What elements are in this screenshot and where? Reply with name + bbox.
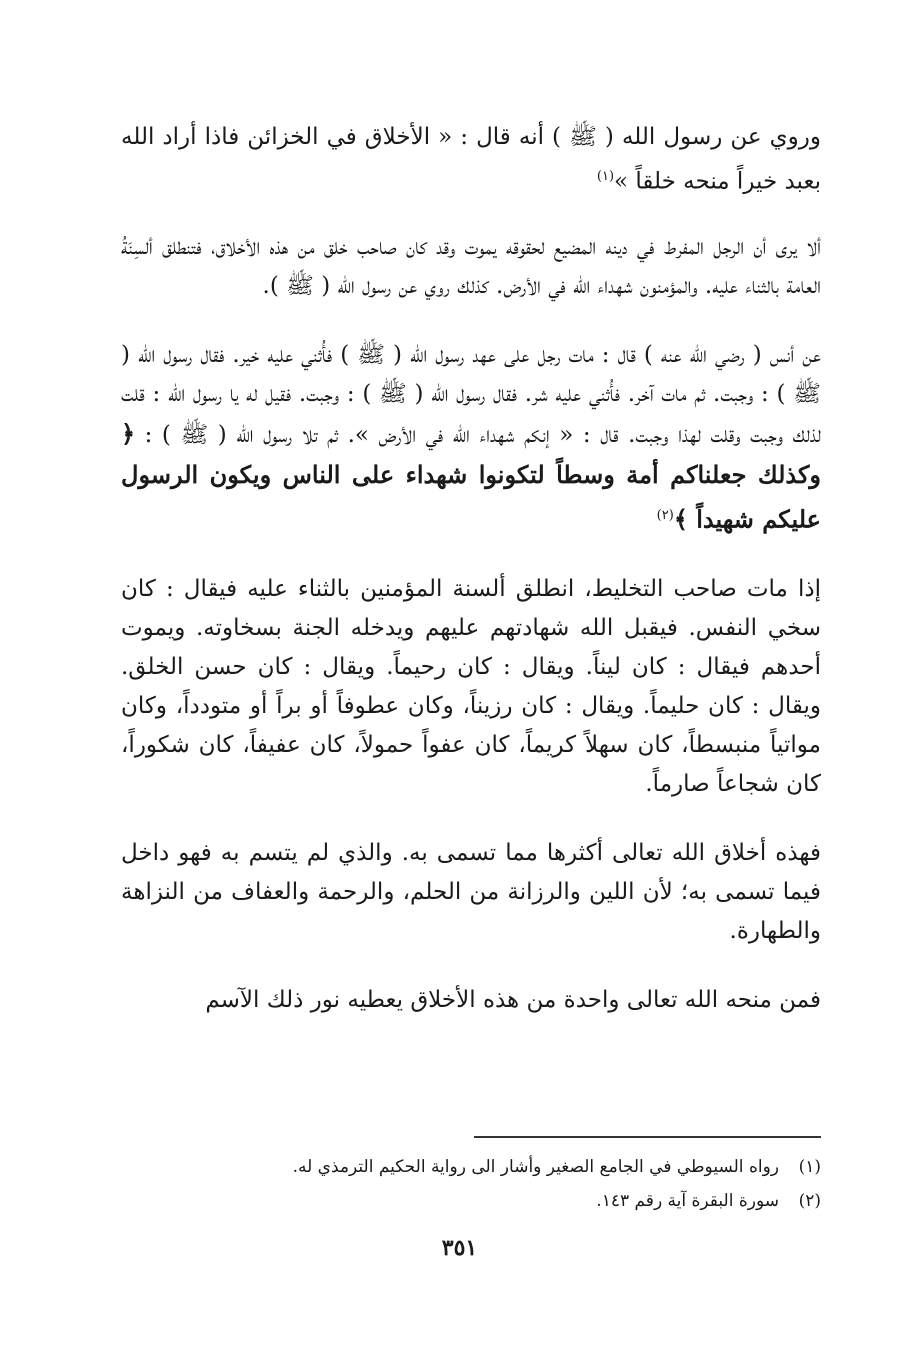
main-text: [121, 118, 821, 1046]
paragraph-2: ألا يرى أن الرجل المفرط في دينه المضيع لحقوقه يموت وقد كان صاحب خلق من هذه الأخلاق، فتنطلق ألسِنَةُ العامة بالثناء عليه. والمؤمنون شهداء الله في الأرض. كذلك روي عن رسول الله ( ﷺ ).: [121, 233, 821, 299]
footnote-2: [101, 1184, 821, 1218]
paragraph-3-text: عن أنس ( رضي الله عنه ) قال : مات رجل على عهد رسول الله ( ﷺ ) فأُثني عليه خير. فقال رسول الله ( ﷺ ) : وجبت. ثم مات آخر. فأُثني عليه شر. فقال رسول الله ( ﷺ ) : وجبت. فقيل له يا رسول الله : قلت لذلك وجبت وقلت لهذا وجبت. قال : « إنكم شهداء الله في الأرض ». ثم تلا رسول الله ( ﷺ ) :: [121, 341, 821, 448]
footnote-divider: [474, 1136, 821, 1138]
footnotes: [101, 1150, 821, 1218]
footnote-1-text: رواه السيوطي في الجامع الصغير وأشار الى رواية الحكيم الترمذي له.: [292, 1157, 779, 1177]
footnote-2-text: سورة البقرة آية رقم ١٤٣.: [596, 1191, 779, 1211]
page-number: ٣٥١: [441, 1235, 478, 1261]
paragraph-4: إذا مات صاحب التخليط، انطلق ألسنة المؤمنين بالثناء عليه فيقال : كان سخي النفس. فيقبل الله شهادتهم عليهم ويدخله الجنة بسخاوته. ويموت أحدهم فيقال : كان ليناً. ويقال : كان رحيماً. ويقال : كان حسن الخلق. ويقال : كان حليماً. ويقال : كان رزيناً، وكان عطوفاً أو براً أو متودداً، وكان مواتياً منبسطاً، كان سهلاً كريماً، كان عفواً حمولاً، كان عفيفاً، كان شكوراً، كان شجاعاً صارماً.: [121, 576, 821, 798]
footnote-ref-1: (١): [596, 169, 615, 184]
footnote-2-number: (٢): [798, 1191, 821, 1211]
paragraph-3: [121, 336, 821, 541]
paragraph-5: فهذه أخلاق الله تعالى أكثرها مما تسمى به. والذي لم يتسم به فهو داخل فيما تسمى به؛ لأن اللين والرزانة من الحلم، والرحمة والعفاف من النزاهة والطهارة.: [121, 840, 821, 945]
footnote-1-number: (١): [798, 1157, 821, 1177]
paragraph-1-text: وروي عن رسول الله ( ﷺ ) أنه قال : « الأخلاق في الخزائن فاذا أراد الله بعبد خيراً منحه خلقاً »: [121, 124, 821, 195]
paragraph-1: [121, 118, 821, 202]
quran-quote: ﴿ وكذلك جعلناكم أمة وسطاً لتكونوا شهداء على الناس ويكون الرسول عليكم شهيداً ﴾: [121, 418, 821, 534]
footnote-ref-2: (٢): [656, 507, 674, 523]
paragraph-6: فمن منحه الله تعالى واحدة من هذه الأخلاق يعطيه نور ذلك الآسم: [205, 987, 821, 1014]
footnote-1: [101, 1150, 821, 1184]
